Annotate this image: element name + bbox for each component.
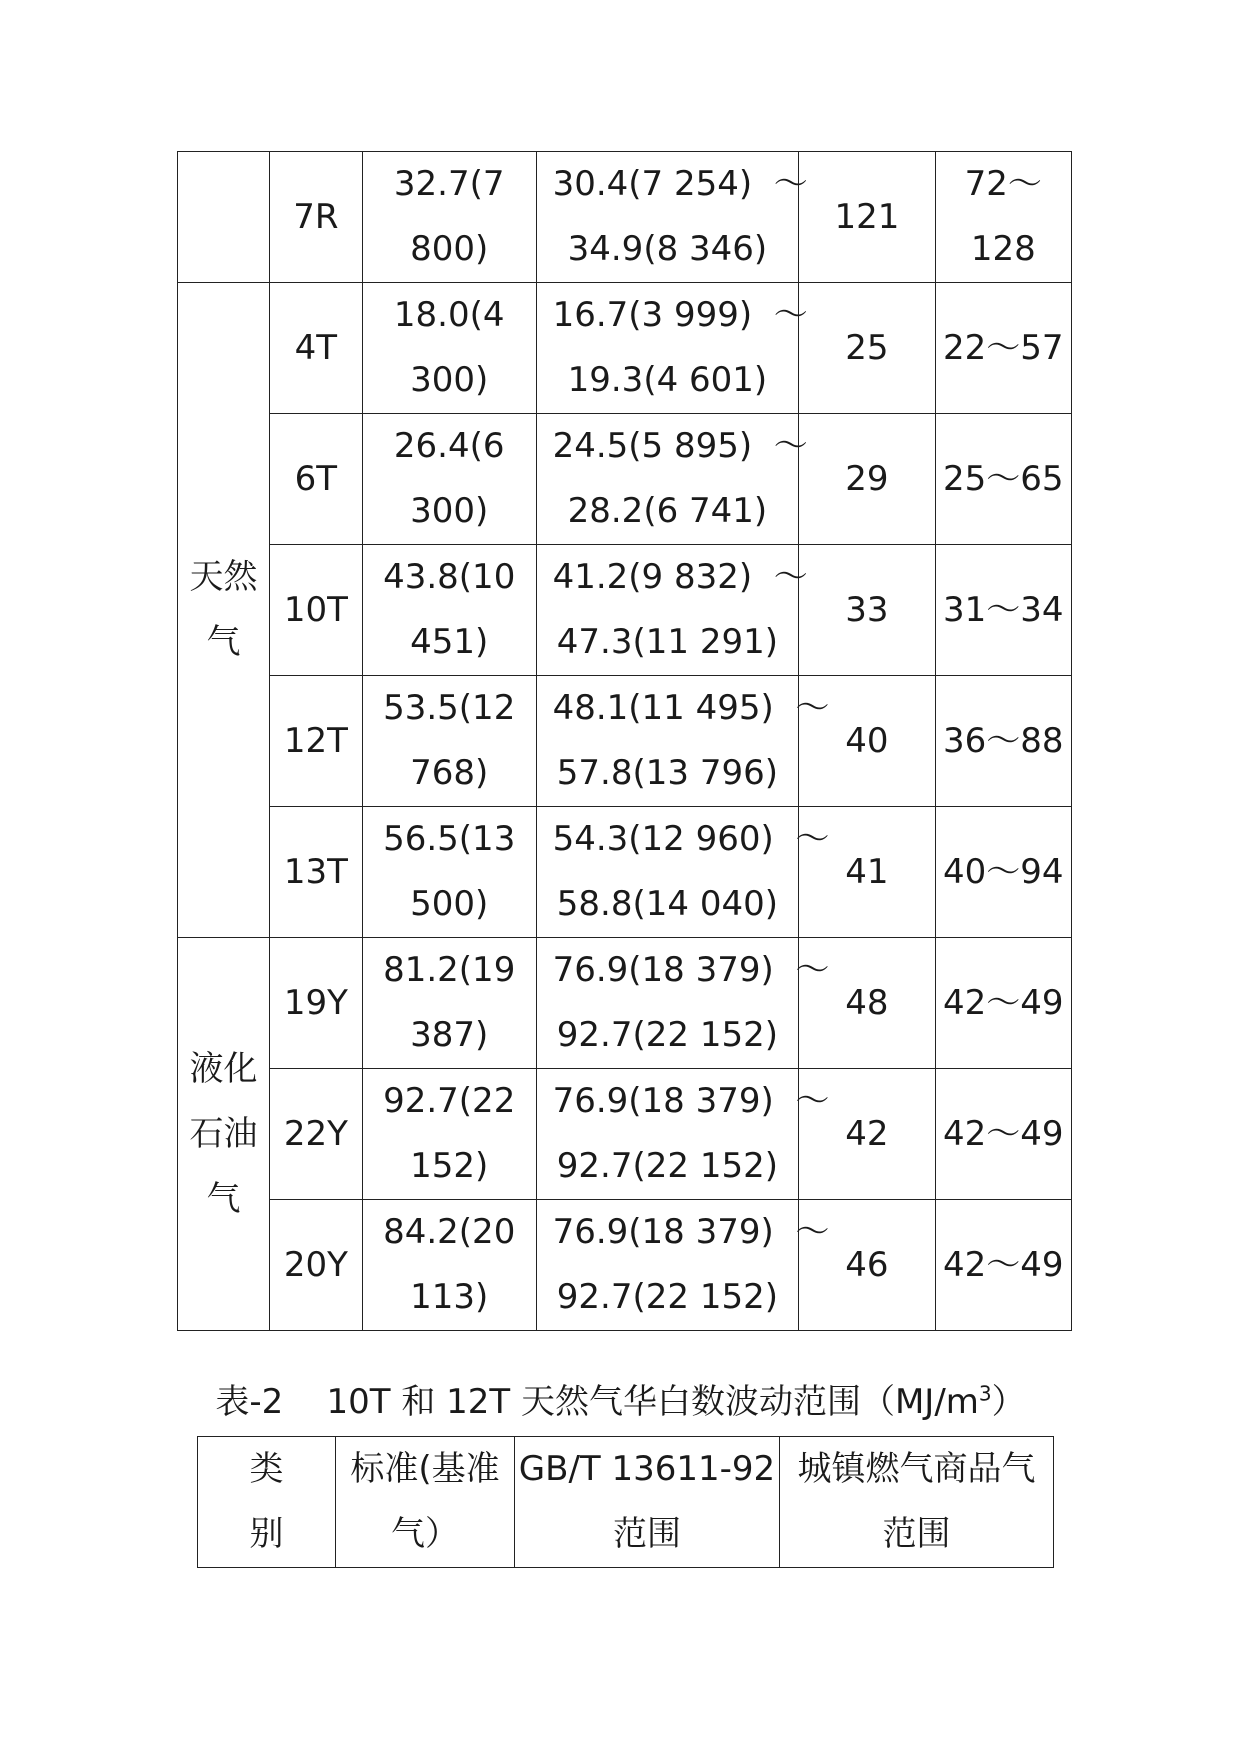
category-line: 气 xyxy=(206,1178,241,1219)
range-cell-line: 76.9(18 379) ～ xyxy=(552,1081,830,1121)
table-row xyxy=(178,283,1072,414)
code-cell-line: 6T xyxy=(294,458,338,499)
limit-cell xyxy=(935,1069,1071,1200)
value-cell xyxy=(799,152,935,283)
table-row xyxy=(178,1200,1072,1331)
range-cell-line: 76.9(18 379) ～ xyxy=(552,1212,830,1252)
code-cell xyxy=(269,283,362,414)
standard-cell-line: 387) xyxy=(410,1015,489,1055)
limit-cell xyxy=(935,807,1071,938)
category-cell xyxy=(178,283,270,938)
standard-cell xyxy=(362,545,536,676)
header-line: 别 xyxy=(249,1514,284,1554)
range-cell xyxy=(536,938,830,1069)
value-cell-line: 48 xyxy=(845,982,889,1023)
standard-cell xyxy=(362,676,536,807)
range-cell-line: 28.2(6 741) xyxy=(567,491,768,531)
limit-cell-line: 31～34 xyxy=(943,589,1064,630)
code-cell-line: 10T xyxy=(283,589,348,630)
value-cell-line: 25 xyxy=(845,327,889,368)
code-cell-line: 22Y xyxy=(283,1113,348,1154)
standard-cell xyxy=(362,1200,536,1331)
range-cell xyxy=(536,807,830,938)
table-row xyxy=(178,676,1072,807)
value-cell-line: 121 xyxy=(834,196,900,237)
range-cell-line: 30.4(7 254) ～ xyxy=(552,164,808,204)
table-row xyxy=(178,938,1072,1069)
standard-cell-line: 18.0(4 xyxy=(393,295,505,335)
table-row xyxy=(178,414,1072,545)
range-cell xyxy=(536,283,808,414)
range-cell-line: 92.7(22 152) xyxy=(556,1277,778,1317)
standard-cell-line: 300) xyxy=(410,491,489,531)
code-cell-line: 12T xyxy=(283,720,348,761)
range-cell xyxy=(536,1200,830,1331)
limit-cell-line: 42～49 xyxy=(943,982,1064,1023)
standard-cell-line: 300) xyxy=(410,360,489,400)
limit-cell xyxy=(935,1200,1071,1331)
standard-cell xyxy=(362,938,536,1069)
header-line: 标准(基准 xyxy=(350,1449,500,1489)
range-cell xyxy=(536,1069,830,1200)
header-standard xyxy=(336,1437,515,1568)
standard-cell xyxy=(362,807,536,938)
table-row xyxy=(178,545,1072,676)
value-cell xyxy=(799,414,935,545)
range-cell-line: 19.3(4 601) xyxy=(567,360,768,400)
standard-cell xyxy=(362,1069,536,1200)
range-cell-line: 47.3(11 291) xyxy=(556,622,778,662)
standard-cell-line: 43.8(10 xyxy=(383,557,516,597)
standard-cell-line: 53.5(12 xyxy=(383,688,516,728)
code-cell xyxy=(269,1069,362,1200)
header-line: 类 xyxy=(249,1449,284,1489)
standard-cell-line: 56.5(13 xyxy=(383,819,516,859)
value-cell xyxy=(799,283,935,414)
code-cell xyxy=(269,807,362,938)
header-gb-range xyxy=(515,1437,780,1568)
limit-cell-line: 42～49 xyxy=(943,1244,1064,1285)
value-cell-line: 41 xyxy=(845,851,889,892)
code-cell xyxy=(269,545,362,676)
standard-cell-line: 152) xyxy=(410,1146,489,1186)
standard-cell-line: 768) xyxy=(410,753,489,793)
standard-cell-line: 32.7(7 xyxy=(393,164,505,204)
standard-cell xyxy=(362,152,536,283)
range-cell-line: 48.1(11 495) ～ xyxy=(552,688,830,728)
value-cell-line: 40 xyxy=(845,720,889,761)
caption-text: 表-2 10T 和 12T 天然气华白数波动范围（MJ/m xyxy=(215,1382,979,1422)
category-line: 石油 xyxy=(189,1113,258,1154)
range-cell-line: 57.8(13 796) xyxy=(556,753,778,793)
range-cell-line: 58.8(14 040) xyxy=(556,884,778,924)
wobbe-range-table xyxy=(197,1436,1054,1568)
range-cell-line: 34.9(8 346) xyxy=(567,229,768,269)
standard-cell xyxy=(362,414,536,545)
header-line: 范围 xyxy=(882,1514,951,1554)
code-cell-line: 7R xyxy=(293,196,339,237)
standard-cell-line: 84.2(20 xyxy=(383,1212,516,1252)
standard-cell-line: 113) xyxy=(410,1277,489,1317)
wobbe-header-row xyxy=(198,1437,1054,1568)
standard-cell-line: 800) xyxy=(410,229,489,269)
category-line: 天然 xyxy=(189,557,258,597)
range-cell xyxy=(536,152,808,283)
value-cell-line: 29 xyxy=(845,458,889,499)
code-cell-line: 4T xyxy=(294,327,338,368)
range-cell xyxy=(536,414,808,545)
category-line: 气 xyxy=(206,622,241,662)
header-line: 范围 xyxy=(613,1514,681,1554)
range-cell-line: 92.7(22 152) xyxy=(556,1015,778,1055)
caption-superscript: 3 xyxy=(978,1381,992,1406)
limit-cell-line: 40～94 xyxy=(943,851,1064,892)
limit-cell-line: 42～49 xyxy=(943,1113,1064,1154)
code-cell xyxy=(269,676,362,807)
value-cell-line: 33 xyxy=(845,589,889,630)
code-cell xyxy=(269,152,362,283)
value-cell xyxy=(799,545,935,676)
standard-cell xyxy=(362,283,536,414)
limit-cell xyxy=(935,283,1071,414)
table-row xyxy=(178,152,1072,283)
gas-parameters-table xyxy=(177,151,1072,1331)
code-cell-line: 19Y xyxy=(283,982,348,1023)
table-row xyxy=(178,1069,1072,1200)
code-cell xyxy=(269,938,362,1069)
value-cell-line: 46 xyxy=(845,1244,889,1285)
standard-cell-line: 26.4(6 xyxy=(393,426,505,466)
range-cell-line: 76.9(18 379) ～ xyxy=(552,950,830,990)
gas-parameters-table-body xyxy=(178,152,1072,1331)
table-row xyxy=(178,807,1072,938)
standard-cell-line: 92.7(22 xyxy=(383,1081,516,1121)
code-cell-line: 20Y xyxy=(283,1244,348,1285)
header-line: 气） xyxy=(391,1514,459,1554)
limit-cell-line: 72～ xyxy=(964,164,1042,204)
limit-cell xyxy=(935,676,1071,807)
standard-cell-line: 500) xyxy=(410,884,489,924)
limit-cell xyxy=(935,414,1071,545)
caption-close: ） xyxy=(991,1382,1026,1422)
limit-cell-line: 22～57 xyxy=(943,327,1064,368)
range-cell-line: 41.2(9 832) ～ xyxy=(552,557,808,597)
standard-cell-line: 81.2(19 xyxy=(383,950,516,990)
range-cell-line: 92.7(22 152) xyxy=(556,1146,778,1186)
value-cell-line: 42 xyxy=(845,1113,889,1154)
range-cell-line: 24.5(5 895) ～ xyxy=(552,426,808,466)
limit-cell xyxy=(935,545,1071,676)
header-category xyxy=(198,1437,336,1568)
range-cell-line: 54.3(12 960) ～ xyxy=(552,819,830,859)
header-line: GB/T 13611-92 xyxy=(518,1449,776,1489)
limit-cell-line: 128 xyxy=(970,229,1036,269)
header-line: 城镇燃气商品气 xyxy=(797,1449,1036,1489)
range-cell-line: 16.7(3 999) ～ xyxy=(552,295,808,335)
limit-cell xyxy=(935,152,1071,283)
table-caption xyxy=(0,1380,1241,1424)
range-cell xyxy=(536,545,808,676)
code-cell xyxy=(269,414,362,545)
limit-cell-line: 25～65 xyxy=(943,458,1064,499)
limit-cell xyxy=(935,938,1071,1069)
standard-cell-line: 451) xyxy=(410,622,489,662)
category-cell xyxy=(178,152,270,283)
header-commercial-range xyxy=(780,1437,1054,1568)
category-cell xyxy=(178,938,270,1331)
code-cell xyxy=(269,1200,362,1331)
range-cell xyxy=(536,676,830,807)
category-line: 液化 xyxy=(189,1048,258,1089)
limit-cell-line: 36～88 xyxy=(943,720,1064,761)
code-cell-line: 13T xyxy=(283,851,348,892)
